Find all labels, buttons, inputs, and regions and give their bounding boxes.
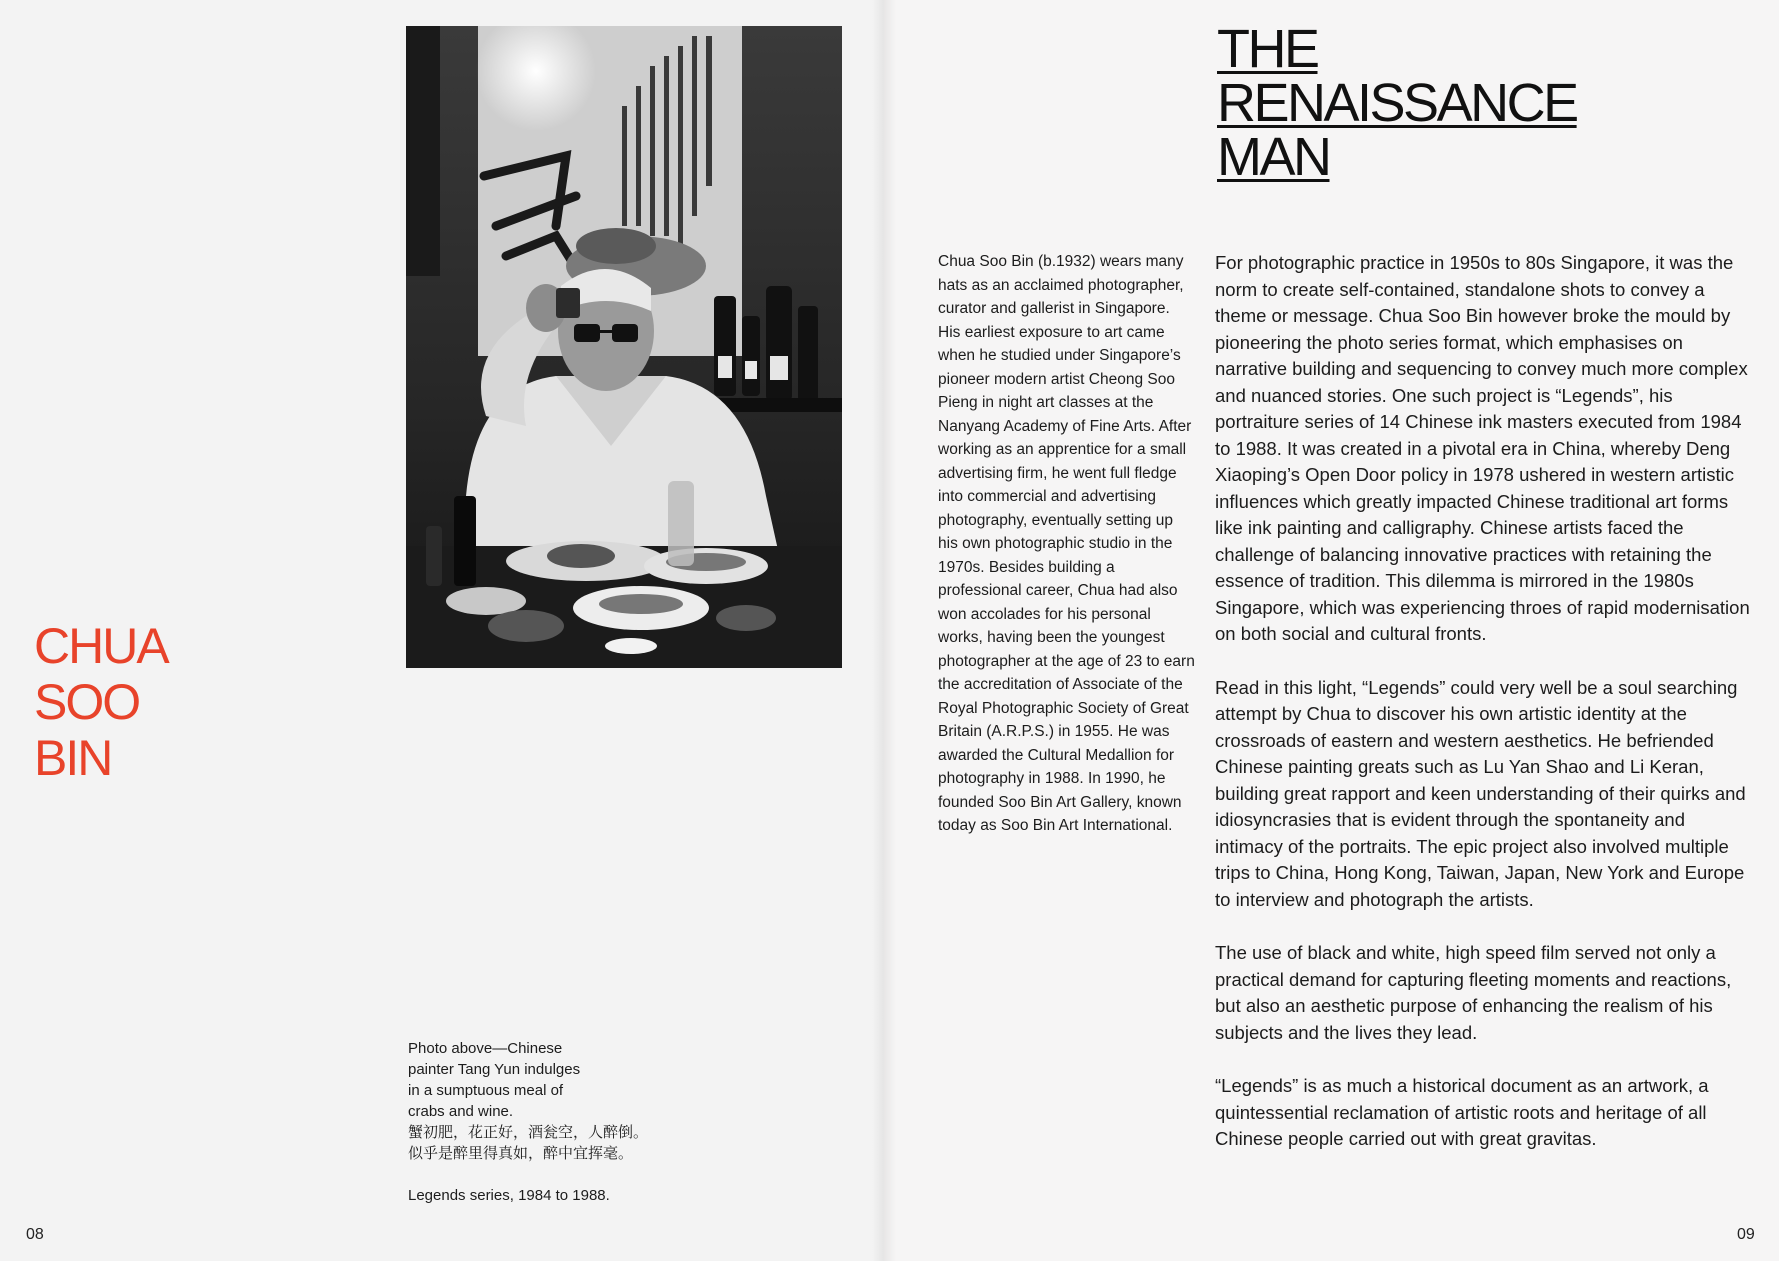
artist-name-line: CHUA (34, 618, 168, 674)
headline-line: MAN (1217, 127, 1330, 187)
caption-series: Legends series, 1984 to 1988. (408, 1187, 610, 1204)
page-number-left: 08 (26, 1226, 44, 1243)
photo-caption (408, 1038, 708, 1206)
artist-name-line: SOO (34, 674, 140, 730)
body-paragraph: The use of black and white, high speed film served not only a practical demand for capturing fleeting moments and reactions, but also an aesthetic purpose of enhancing the realism of his subjects and the lives they lead. (1215, 942, 1732, 1043)
portrait-photo (406, 26, 842, 668)
artist-name (34, 618, 168, 786)
bio-text: Chua Soo Bin (b.1932) wears many hats as an acclaimed photographer, curator and gallerist in Singapore. His earliest exposure to art came when he studied under Singapore’s pioneer modern artist Cheong Soo Pieng in night art classes at the Nanyang Academy of Fine Arts. After working as an apprentice for a small advertising firm, he went full fledge into commercial and advertising photography, eventually setting up his own photographic studio in the 1970s. Besides building a professional career, Chua had also won accolades for his personal works, having been the youngest photographer at the age of 23 to earn the accreditation of Associate of the Royal Photographic Society of Great Britain (A.R.P.S.) in 1955. He was awarded the Cultural Medallion for photography in 1988. In 1990, he founded Soo Bin Art Gallery, known today as Soo Bin Art International. (938, 253, 1195, 834)
headline-line: RENAISSANCE (1217, 73, 1577, 133)
caption-line: Photo above—Chinese (408, 1040, 563, 1057)
caption-line: painter Tang Yun indulges (408, 1061, 581, 1078)
page-number-right: 09 (1737, 1226, 1755, 1243)
headline-line: THE (1217, 19, 1318, 79)
body-paragraph: “Legends” is as much a historical document as an artwork, a quintessential reclamation of artistic roots and heritage of all Chinese people carried out with great gravitas. (1215, 1075, 1709, 1149)
caption-line-chinese: 蟹初肥，花正好，酒瓮空，人醉倒。 (408, 1124, 649, 1141)
body-paragraph: Read in this light, “Legends” could very well be a soul searching attempt by Chua to discover his own artistic identity at the crossroads of eastern and western aesthetics. He befriended Chinese painting greats such as Lu Yan Shao and Li Keran, building great rapport and keen understanding of their quirks and idiosyncrasies that is evident through the spontaneity and intimacy of the portraits. The epic project also involved multiple trips to China, Hong Kong, Taiwan, Japan, New York and Europe to interview and photograph the artists. (1215, 676, 1746, 910)
caption-line: in a sumptuous meal of (408, 1082, 564, 1099)
main-text-column (1215, 250, 1755, 1180)
headline (1217, 19, 1577, 187)
body-paragraph: For photographic practice in 1950s to 80s Singapore, it was the norm to create self-contained, standalone shots to convey a theme or message. Chua Soo Bin however broke the mould by pioneering the photo series format, which emphasises on narrative building and sequencing to convey much more complex and nuanced stories. One such project is “Legends”, his portraiture series of 14 Chinese ink masters executed from 1984 to 1988. It was created in a pivotal era in China, whereby Deng Xiaoping’s Open Door policy in 1978 ushered in western artistic influences which greatly impacted Chinese traditional art forms like ink painting and calligraphy. Chinese artists faced the challenge of balancing innovative practices with retaining the essence of tradition. This dilemma is mirrored in the 1980s Singapore, which was experiencing throes of rapid modernisation on both social and cultural fronts. (1215, 252, 1750, 644)
bio-column (938, 250, 1196, 838)
artist-name-line: BIN (34, 730, 112, 786)
caption-line: crabs and wine. (408, 1103, 514, 1120)
portrait-photo-image (406, 26, 842, 668)
book-gutter (872, 0, 896, 1261)
left-page (0, 0, 884, 1261)
caption-line-chinese: 似乎是醉里得真如，醉中宜挥毫。 (408, 1145, 634, 1162)
